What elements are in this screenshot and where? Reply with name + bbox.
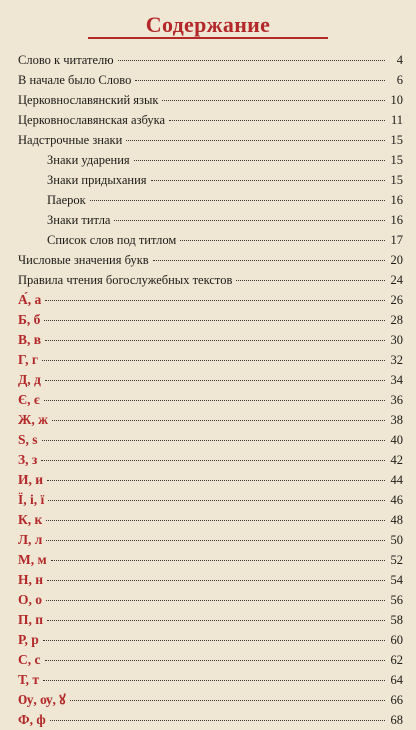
toc-letter-entry[interactable] bbox=[18, 690, 403, 710]
toc-entry-label: Б, б bbox=[18, 312, 41, 327]
toc-letter-entry[interactable] bbox=[18, 370, 403, 390]
dot-leader bbox=[151, 180, 385, 181]
toc-page-number: 64 bbox=[390, 673, 403, 687]
toc-letter-entry[interactable] bbox=[18, 410, 403, 430]
toc-letter-entry[interactable] bbox=[18, 290, 403, 310]
toc-page-number: 48 bbox=[390, 513, 403, 527]
toc-letter-entry[interactable] bbox=[18, 590, 403, 610]
dot-leader bbox=[90, 200, 385, 201]
toc-subentry[interactable] bbox=[18, 150, 403, 170]
toc-letter-entry[interactable] bbox=[18, 430, 403, 450]
toc-letter-entry[interactable] bbox=[18, 670, 403, 690]
toc-entry-label: Надстрочные знаки bbox=[18, 133, 123, 147]
toc-page-number: 17 bbox=[390, 233, 403, 247]
toc-entry-label: Знаки придыхания bbox=[47, 173, 147, 187]
toc-entry[interactable] bbox=[18, 250, 403, 270]
dot-leader bbox=[46, 520, 385, 521]
toc-entry[interactable] bbox=[18, 70, 403, 90]
dot-leader bbox=[42, 360, 385, 361]
dot-leader bbox=[44, 320, 385, 321]
dot-leader bbox=[51, 560, 385, 561]
dot-leader bbox=[236, 280, 385, 281]
toc-page-number: 38 bbox=[390, 413, 403, 427]
dot-leader bbox=[47, 580, 385, 581]
dot-leader bbox=[70, 700, 385, 701]
dot-leader bbox=[45, 380, 385, 381]
toc-letter-entry[interactable] bbox=[18, 710, 403, 730]
toc-page-number: 16 bbox=[390, 193, 403, 207]
toc-page-number: 16 bbox=[390, 213, 403, 227]
toc-entry-label: И, и bbox=[18, 472, 44, 487]
toc-entry-label: Церковнославянский язык bbox=[18, 93, 159, 107]
toc-letter-entry[interactable] bbox=[18, 450, 403, 470]
toc-entry-label: Т, т bbox=[18, 672, 40, 687]
toc-entry-label: А́, а bbox=[18, 292, 42, 307]
toc-letter-entry[interactable] bbox=[18, 610, 403, 630]
toc-page-number: 4 bbox=[396, 53, 403, 67]
toc-entry-label: Є, є bbox=[18, 392, 40, 407]
toc-letter-entry[interactable] bbox=[18, 510, 403, 530]
toc-entry-label: Ѹ, ѹ, ꙋ bbox=[18, 692, 66, 707]
toc-letter-entry[interactable] bbox=[18, 470, 403, 490]
toc-page-number: 32 bbox=[390, 353, 403, 367]
toc-entry-label: М, м bbox=[18, 552, 47, 567]
toc-page-number: 68 bbox=[390, 713, 403, 727]
toc-entry-label: З, з bbox=[18, 452, 38, 467]
dot-leader bbox=[45, 340, 385, 341]
toc-entry-label: Знаки ударения bbox=[47, 153, 130, 167]
toc-page-number: 20 bbox=[390, 253, 403, 267]
toc-page-number: 10 bbox=[390, 93, 403, 107]
dot-leader bbox=[135, 80, 385, 81]
toc-page-number: 42 bbox=[390, 453, 403, 467]
dot-leader bbox=[52, 420, 385, 421]
dot-leader bbox=[47, 480, 385, 481]
toc-page-number: 24 bbox=[390, 273, 403, 287]
toc-letter-entry[interactable] bbox=[18, 550, 403, 570]
dot-leader bbox=[43, 680, 385, 681]
dot-leader bbox=[153, 260, 385, 261]
dot-leader bbox=[44, 400, 385, 401]
dot-leader bbox=[126, 140, 385, 141]
dot-leader bbox=[47, 620, 385, 621]
toc-letter-entry[interactable] bbox=[18, 330, 403, 350]
dot-leader bbox=[45, 300, 385, 301]
dot-leader bbox=[50, 720, 385, 721]
toc-page-number: 66 bbox=[390, 693, 403, 707]
toc-entry-label: Паерок bbox=[47, 193, 86, 207]
toc-entry-label: Л, л bbox=[18, 532, 43, 547]
toc-entry-label: В, в bbox=[18, 332, 42, 347]
toc-entry[interactable] bbox=[18, 50, 403, 70]
toc-page-number: 15 bbox=[390, 173, 403, 187]
toc-letter-entry[interactable] bbox=[18, 310, 403, 330]
dot-leader bbox=[43, 640, 385, 641]
dot-leader bbox=[46, 540, 385, 541]
toc-page-number: 56 bbox=[390, 593, 403, 607]
toc-entry-label: Д, д bbox=[18, 372, 41, 387]
dot-leader bbox=[46, 600, 385, 601]
toc-page-number: 58 bbox=[390, 613, 403, 627]
toc-page-number: 34 bbox=[390, 373, 403, 387]
toc-entry-label: Ѕ, ѕ bbox=[18, 432, 38, 447]
toc-entry-label: Знаки титла bbox=[47, 213, 111, 227]
title-underline bbox=[88, 37, 328, 39]
toc-entry-label: Р, р bbox=[18, 632, 39, 647]
toc-page-number: 36 bbox=[390, 393, 403, 407]
toc-entry-label: Ї, і, ї bbox=[18, 492, 45, 507]
toc-page-number: 44 bbox=[390, 473, 403, 487]
toc-page-number: 15 bbox=[390, 153, 403, 167]
dot-leader bbox=[45, 660, 386, 661]
toc-letter-entry[interactable] bbox=[18, 490, 403, 510]
toc-entry-label: К, к bbox=[18, 512, 43, 527]
toc-letter-entry[interactable] bbox=[18, 650, 403, 670]
toc-page-number: 62 bbox=[390, 653, 403, 667]
table-of-contents bbox=[18, 50, 403, 730]
dot-leader bbox=[48, 500, 385, 501]
toc-entry-label: Ф, ф bbox=[18, 712, 46, 727]
toc-entry-label: П, п bbox=[18, 612, 44, 627]
toc-entry-label: О, о bbox=[18, 592, 43, 607]
toc-page-number: 46 bbox=[390, 493, 403, 507]
dot-leader bbox=[118, 60, 385, 61]
toc-entry-label: Ж, ж bbox=[18, 412, 48, 427]
toc-letter-entry[interactable] bbox=[18, 390, 403, 410]
toc-subentry[interactable] bbox=[18, 230, 403, 250]
page-title: Содержание bbox=[145, 12, 271, 37]
toc-entry[interactable] bbox=[18, 110, 403, 130]
toc-letter-entry[interactable] bbox=[18, 530, 403, 550]
dot-leader bbox=[162, 100, 385, 101]
toc-page-number: 26 bbox=[390, 293, 403, 307]
toc-page-number: 52 bbox=[390, 553, 403, 567]
toc-entry-label: Слово к читателю bbox=[18, 53, 114, 67]
toc-letter-entry[interactable] bbox=[18, 630, 403, 650]
toc-page-number: 11 bbox=[390, 113, 403, 127]
toc-page-number: 40 bbox=[390, 433, 403, 447]
toc-page-number: 54 bbox=[390, 573, 403, 587]
dot-leader bbox=[180, 240, 385, 241]
toc-entry-label: Числовые значения букв bbox=[18, 253, 149, 267]
toc-entry-label: С, с bbox=[18, 652, 41, 667]
toc-page-number: 50 bbox=[390, 533, 403, 547]
toc-subentry[interactable] bbox=[18, 210, 403, 230]
toc-page-number: 30 bbox=[390, 333, 403, 347]
dot-leader bbox=[114, 220, 385, 221]
toc-entry[interactable] bbox=[18, 90, 403, 110]
toc-entry-label: Н, н bbox=[18, 572, 44, 587]
dot-leader bbox=[42, 440, 385, 441]
toc-page-number: 60 bbox=[390, 633, 403, 647]
dot-leader bbox=[169, 120, 385, 121]
toc-entry[interactable] bbox=[18, 270, 403, 290]
toc-page-number: 6 bbox=[396, 73, 403, 87]
toc-letter-entry[interactable] bbox=[18, 350, 403, 370]
toc-page-number: 28 bbox=[390, 313, 403, 327]
dot-leader bbox=[41, 460, 385, 461]
toc-subentry[interactable] bbox=[18, 170, 403, 190]
toc-page-number: 15 bbox=[390, 133, 403, 147]
toc-entry-label: Церковнославянская азбука bbox=[18, 113, 166, 127]
toc-entry[interactable] bbox=[18, 130, 403, 150]
toc-letter-entry[interactable] bbox=[18, 570, 403, 590]
toc-entry-label: В начале было Слово bbox=[18, 73, 132, 87]
dot-leader bbox=[134, 160, 385, 161]
toc-entry-label: Правила чтения богослужебных текстов bbox=[18, 273, 233, 287]
toc-entry-label: Список слов под титлом bbox=[47, 233, 177, 247]
toc-subentry[interactable] bbox=[18, 190, 403, 210]
toc-entry-label: Г, г bbox=[18, 352, 38, 367]
